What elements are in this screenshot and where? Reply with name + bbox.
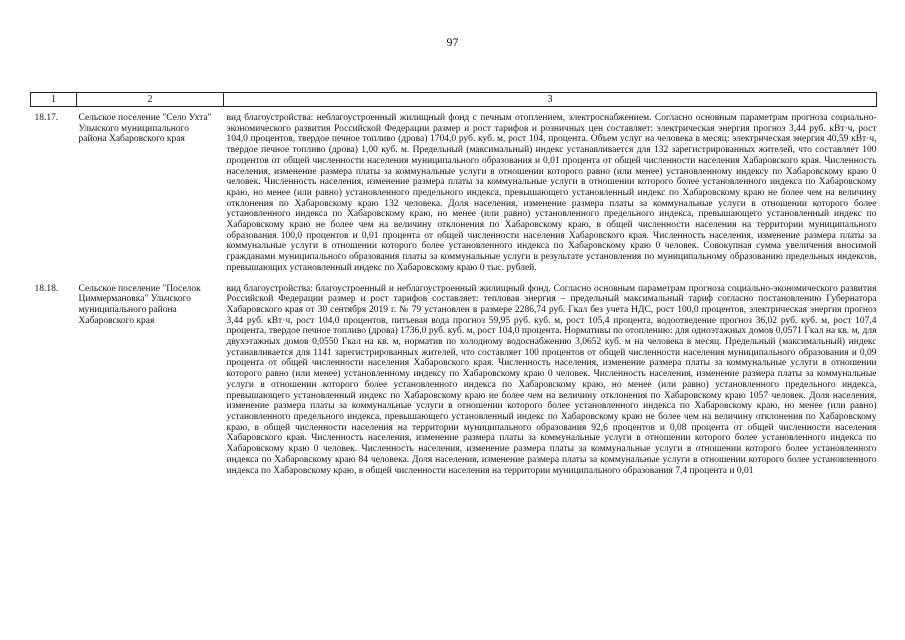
indices-table [30,92,877,480]
row-description: вид благоустройства: благоустроенный и неблагоустроенный жилищный фонд. Согласно основным параметрам прогноза социально-экономического развития Российской Федерации размер и рост тарифов составляет: тепловая энергия – предельный максимальный тариф согласно постановлению Губернатора Хабаровского края от 30 сентября 2019 г. № 79 установлен в размере 2286,74 руб. Гкал без учета НДС, рост 100,0 процентов, электрическая энергия прогноз 3,44 руб. кВт·ч, рост 104,0 процентов, питьевая вода прогноз 59,95 руб. куб. м, рост 105,4 процента, водоотведение прогноз 36,02 руб. куб. м, рост 107,4 процента, твердое печное топливо (дрова) 1736,0 руб. куб. м, рост 104,0 процента. Нормативы по отоплению: для одноэтажных домов 0,0571 Гкал на кв. м, для двухэтажных домов 0,0550 Гкал на кв. м, норматив по холодному водоснабжению 3,0652 куб. м на человека в месяц. Предельный (максимальный) индекс устанавливается для 1141 зарегистрированных жителей, что составляет 100 процентов от общей численности населения муниципального образования и 0,09 процента от общей численности населения Хабаровского края. Численность населения, изменение размера платы за коммунальные услуги в отношении которого равно (или менее) установленному индексу по Хабаровскому краю 0 человек. Численность населения, изменение размера платы за коммунальные услуги в отношении которого более установленного индекса по Хабаровскому краю, но менее (или равно) установленного предельного индекса, превышающего установленный индекс по Хабаровскому краю не более чем на величину отклонения по Хабаровскому краю 1057 человек. Доля населения, изменение размера платы за коммунальные услуги в отношении которого более установленного индекса по Хабаровскому краю, но менее (или равно) установленного предельного индекса, превышающего установленный индекс по Хабаровскому краю не более чем на величину отклонения по Хабаровскому краю, в общей численности населения на территории муниципального образования 92,6 процентов и 0,08 процента от общей численности населения Хабаровского края. Численность населения, изменение размера платы за коммунальные услуги в отношении которого более установленного индекса по Хабаровскому краю 0 человек. Численность населения, изменение размера платы за коммунальные услуги в отношении которого более установленного индекса по Хабаровскому краю 84 человека. Доля населения, изменение размера платы за коммунальные услуги в отношении которого более установленного индекса по Хабаровскому краю, в общей численности населения на территории муниципального образования 7,4 процента и 0,01 [226,283,877,476]
municipality-name: Сельское поселение "Село Ухта" Ульчского муниципального района Хабаровского края [78,113,212,145]
column-header-3: 3 [224,93,877,107]
table-row [31,107,877,278]
row-number: 18.17. [34,113,59,123]
row-description: вид благоустройства: неблагоустроенный жилищный фонд с печным отоплением, электроснабжением. Согласно основным параметрам прогноза социально-экономического развития Российской Федерации размер и рост тарифов и розничных цен составляет: электрическая энергия прогноз 3,44 руб. кВт·ч, рост 104,0 процентов, твердое печное топливо (дрова) 1704,0 руб. куб. м, рост 104, процента. Объем услуг на человека в месяц: электрическая энергия 40,59 кВт·ч, твердое печное топливо (дрова) 1,00 куб. м. Предельный (максимальный) индекс устанавливается для 132 зарегистрированных жителей, что составляет 100 процентов от общей численности населения муниципального образования и 0,01 процента от общей численности населения Хабаровского края. Численность населения, изменение размера платы за коммунальные услуги в отношении которого равно (или менее) установленному индексу по Хабаровскому краю 0 человек. Численность населения, изменение размера платы за коммунальные услуги в отношении которого более установленного индекса по Хабаровскому краю, но менее (или равно) установленного предельного индекса, превышающего установленный индекс по Хабаровскому краю не более чем на величину отклонения по Хабаровскому краю 132 человека. Доля населения, изменение размера платы за коммунальные услуги в отношении которого более установленного индекса по Хабаровскому краю, но менее (или равно) установленного предельного индекса, превышающего установленный индекс по Хабаровскому краю не более чем на величину отклонения по Хабаровскому краю, в общей численности населения на территории муниципального образования 100,0 процентов и 0,01 процента от общей численности населения Хабаровского края. Численность населения, изменение размера платы за коммунальные услуги в отношении которого более установленного индекса по Хабаровскому краю 0 человек. Совокупная сумма увеличения вносимой гражданами муниципального образования платы за коммунальные услуги в результате установления по муниципальному образованию предельных индексов, превышающих установленный индекс по Хабаровскому краю 0 тыс. рублей. [226,113,877,273]
municipality-name: Сельское поселение "Поселок Циммермановка" Ульчского муниципального района Хабаровского края [78,283,201,326]
table-row [31,278,877,481]
column-header-2: 2 [77,93,224,107]
table-header-row [31,93,877,107]
column-header-1: 1 [31,93,77,107]
row-number: 18.18. [34,283,59,294]
page-number: 97 [446,35,459,49]
